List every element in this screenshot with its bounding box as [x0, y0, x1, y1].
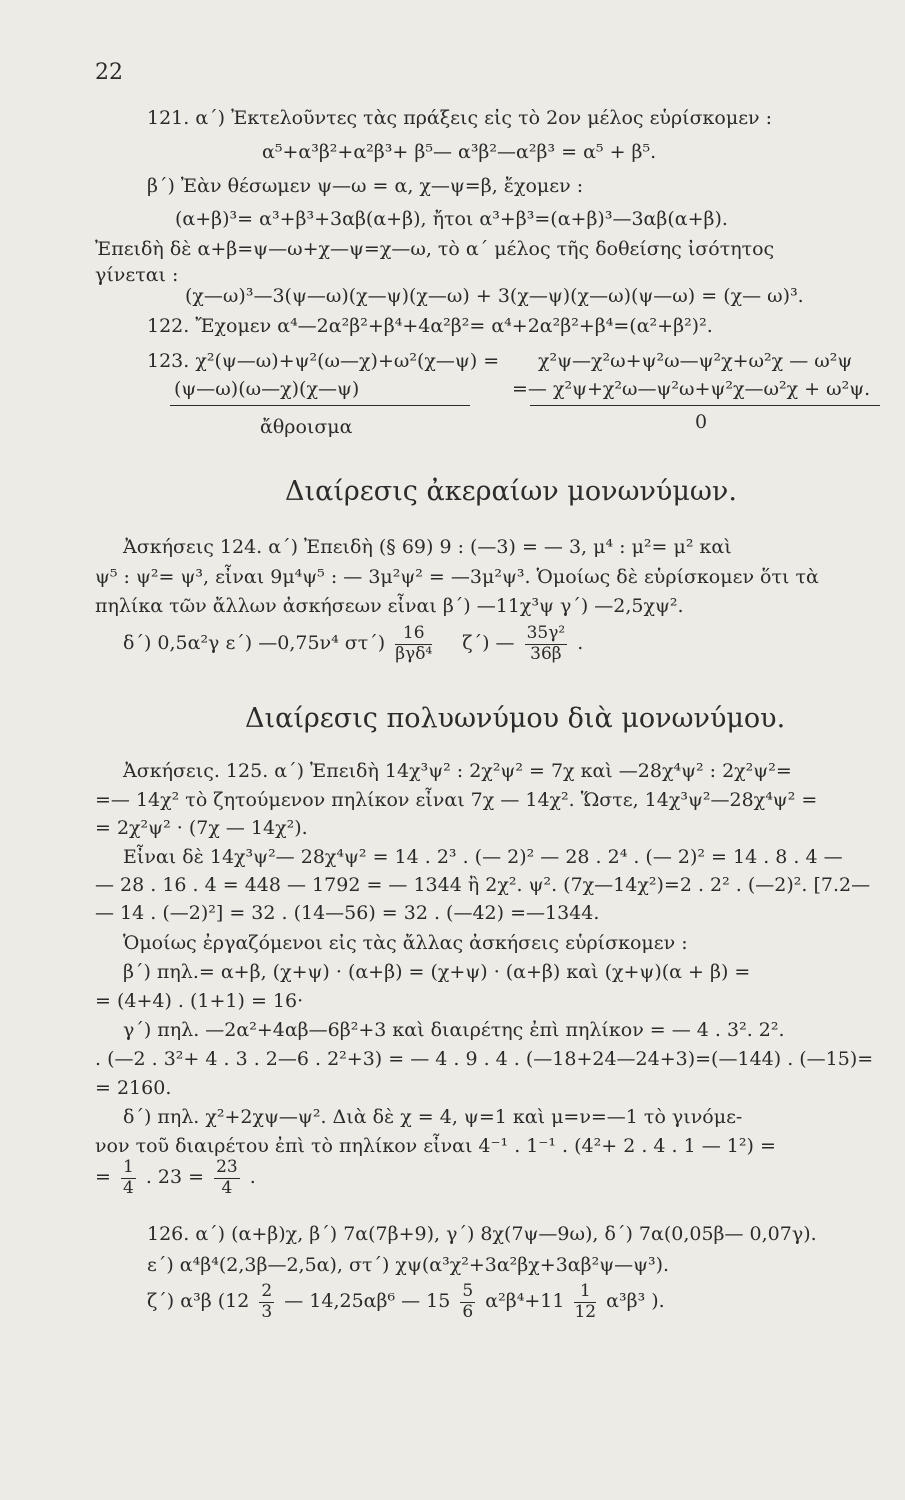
- exercise-121-line-1: 121. α΄) Ἐκτελοῦντες τὰς πράξεις εἰς τὸ 2ον μέλος εὑρίσκομεν :: [147, 107, 773, 129]
- exercise-125-line-8: β΄) πηλ.= α+β, (χ+ψ) · (α+β) = (χ+ψ) · (α+β) καὶ (χ+ψ)(α + β) =: [123, 961, 751, 983]
- exercise-121-line-7: (χ—ω)³—3(ψ—ω)(χ—ψ)(χ—ω) + 3(χ—ψ)(χ—ω)(ψ—ω) = (χ— ω)³.: [185, 285, 804, 307]
- fraction-2-over-3: [259, 1282, 274, 1322]
- exercise-125-line-13: δ΄) πηλ. χ²+2χψ—ψ². Διὰ δὲ χ = 4, ψ=1 καὶ μ=ν=—1 τὸ γινόμε-: [123, 1106, 743, 1128]
- fraction-1-over-4: [121, 1158, 136, 1198]
- exercise-126-line-3-part-a: ζ΄) α³β (12: [147, 1290, 250, 1312]
- fraction-denominator: 4: [122, 1177, 134, 1198]
- exercise-124-line-3: πηλίκα τῶν ἄλλων ἀσκήσεων εἶναι β΄) —11χ³ψ γ΄) —2,5χψ².: [95, 595, 684, 617]
- exercise-125-line-15-part-a: =: [95, 1166, 111, 1188]
- fraction-numerator: 23: [216, 1156, 238, 1177]
- exercise-121-line-4: (α+β)³= α³+β³+3αβ(α+β), ἤτοι α³+β³=(α+β)³—3αβ(α+β).: [175, 208, 728, 230]
- fraction-numerator: 16: [395, 624, 432, 645]
- exercise-126-line-3-part-c: α²β⁴+11: [485, 1290, 565, 1312]
- fraction-denominator: 4: [221, 1177, 233, 1198]
- exercise-124-line-4-part-c: .: [577, 632, 584, 654]
- section-heading-2: Διαίρεσις πολυωνύμου διὰ μονωνύμου.: [245, 703, 786, 734]
- fraction-numerator: 2: [261, 1280, 273, 1301]
- exercise-125-line-9: = (4+4) . (1+1) = 16·: [95, 990, 304, 1012]
- exercise-125-line-15-part-b: . 23 =: [145, 1166, 205, 1188]
- exercise-121-line-6: γίνεται :: [95, 264, 179, 286]
- exercise-126-line-2: ε΄) α⁴β⁴(2,3β—2,5α), στ΄) χψ(α³χ²+3α²βχ+3αβ²ψ—ψ³).: [147, 1254, 670, 1276]
- exercise-123-line-1b: χ²ψ—χ²ω+ψ²ω—ψ²χ+ω²χ — ω²ψ: [538, 350, 853, 372]
- sum-label: ἄθροισμα: [260, 416, 353, 438]
- sum-rule-right: [530, 405, 880, 406]
- exercise-121-line-2: α⁵+α³β²+α²β³+ β⁵— α³β²—α²β³ = α⁵ + β⁵.: [262, 141, 657, 163]
- exercise-126-line-3: [147, 1272, 665, 1330]
- exercise-125-line-1: Ἀσκήσεις. 125. α΄) Ἐπειδὴ 14χ³ψ² : 2χ²ψ² = 7χ καὶ —28χ⁴ψ² : 2χ²ψ²=: [123, 760, 792, 782]
- exercise-126-line-3-part-d: α³β³ ).: [606, 1290, 665, 1312]
- exercise-124-line-2: ψ⁵ : ψ²= ψ³, εἶναι 9μ⁴ψ⁵ : — 3μ²ψ² = —3μ²ψ³. Ὁμοίως δὲ εὑρίσκομεν ὅτι τὰ: [95, 566, 819, 588]
- exercise-125-line-11: . (—2 . 3²+ 4 . 3 . 2—6 . 2²+3) = — 4 . 9 . 4 . (—18+24—24+3)=(—144) . (—15)=: [95, 1048, 874, 1070]
- fraction-denominator: 6: [462, 1301, 474, 1322]
- exercise-123-line-2a: (ψ—ω)(ω—χ)(χ—ψ): [174, 378, 360, 400]
- exercise-124-line-1: Ἀσκήσεις 124. α΄) Ἐπειδὴ (§ 69) 9 : (—3) = — 3, μ⁴ : μ²= μ² καὶ: [123, 536, 732, 558]
- sum-value: 0: [695, 411, 708, 433]
- fraction-16-over-bgd4: [395, 624, 432, 664]
- exercise-125-line-7: Ὁμοίως ἐργαζόμενοι εἰς τὰς ἄλλας ἀσκήσεις εὑρίσκομεν :: [123, 932, 688, 954]
- exercise-123-line-2b: =— χ²ψ+χ²ω—ψ²ω+ψ²χ—ω²χ + ω²ψ.: [512, 378, 871, 400]
- exercise-126-line-3-part-b: — 14,25αβ⁶ — 15: [284, 1290, 451, 1312]
- exercise-126-line-1: 126. α΄) (α+β)χ, β΄) 7α(7β+9), γ΄) 8χ(7ψ—9ω), δ΄) 7α(0,05β— 0,07γ).: [147, 1223, 817, 1245]
- exercise-125-line-2: =— 14χ² τὸ ζητούμενον πηλίκον εἶναι 7χ — 14χ². Ὥστε, 14χ³ψ²—28χ⁴ψ² =: [95, 789, 818, 811]
- fraction-denominator: 36β: [530, 643, 562, 664]
- section-heading-1: Διαίρεσις ἀκεραίων μονωνύμων.: [285, 476, 737, 507]
- exercise-125-line-10: γ΄) πηλ. —2α²+4αβ—6β²+3 καὶ διαιρέτης ἐπὶ πηλίκον = — 4 . 3². 2².: [123, 1019, 785, 1041]
- exercise-123-line-1a: 123. χ²(ψ—ω)+ψ²(ω—χ)+ω²(χ—ψ) =: [147, 350, 500, 372]
- fraction-numerator: 1: [574, 1282, 596, 1303]
- fraction-35g2-over-36b: [525, 624, 568, 664]
- fraction-1-over-12: [574, 1282, 596, 1322]
- exercise-121-line-3: β΄) Ἐὰν θέσωμεν ψ—ω = α, χ—ψ=β, ἔχομεν :: [147, 175, 584, 197]
- exercise-121-line-5: Ἐπειδὴ δὲ α+β=ψ—ω+χ—ψ=χ—ω, τὸ α΄ μέλος τῆς δοθείσης ἰσότητος: [95, 238, 775, 260]
- exercise-125-line-3: = 2χ²ψ² · (7χ — 14χ²).: [95, 817, 308, 839]
- exercise-122-line: 122. Ἔχομεν α⁴—2α²β²+β⁴+4α²β²= α⁴+2α²β²+β⁴=(α²+β²)².: [147, 315, 713, 337]
- exercise-125-line-15-part-c: .: [249, 1166, 256, 1188]
- fraction-denominator: βγδ⁴: [395, 643, 433, 664]
- exercise-125-line-5: — 28 . 16 . 4 = 448 — 1792 = — 1344 ἢ 2χ². ψ². (7χ—14χ²)=2 . 2² . (—2)². [7.2—: [95, 874, 871, 896]
- fraction-23-over-4: [214, 1158, 240, 1198]
- page-number: 22: [95, 60, 123, 85]
- exercise-125-line-4: Εἶναι δὲ 14χ³ψ²— 28χ⁴ψ² = 14 . 2³ . (— 2)² — 28 . 2⁴ . (— 2)² = 14 . 8 . 4 —: [123, 846, 843, 868]
- fraction-numerator: 5: [462, 1280, 474, 1301]
- fraction-denominator: 12: [574, 1301, 597, 1322]
- exercise-124-line-4: [123, 614, 583, 672]
- exercise-125-line-15: [95, 1148, 256, 1206]
- exercise-125-line-14: νον τοῦ διαιρέτου ἐπὶ τὸ πηλίκον εἶναι 4⁻¹ . 1⁻¹ . (4²+ 2 . 4 . 1 — 1²) =: [95, 1135, 776, 1157]
- exercise-125-line-12: = 2160.: [95, 1077, 172, 1099]
- fraction-5-over-6: [460, 1282, 475, 1322]
- fraction-numerator: 1: [122, 1156, 134, 1177]
- exercise-125-line-6: — 14 . (—2)²] = 32 . (14—56) = 32 . (—42) =—1344.: [95, 902, 600, 924]
- fraction-denominator: 3: [261, 1301, 273, 1322]
- sum-rule-left: [170, 405, 470, 406]
- exercise-124-line-4-part-b: ζ΄) —: [462, 632, 515, 654]
- exercise-124-line-4-part-a: δ΄) 0,5α²γ ε΄) —0,75ν⁴ στ΄): [123, 632, 386, 654]
- fraction-numerator: 35γ²: [526, 622, 566, 643]
